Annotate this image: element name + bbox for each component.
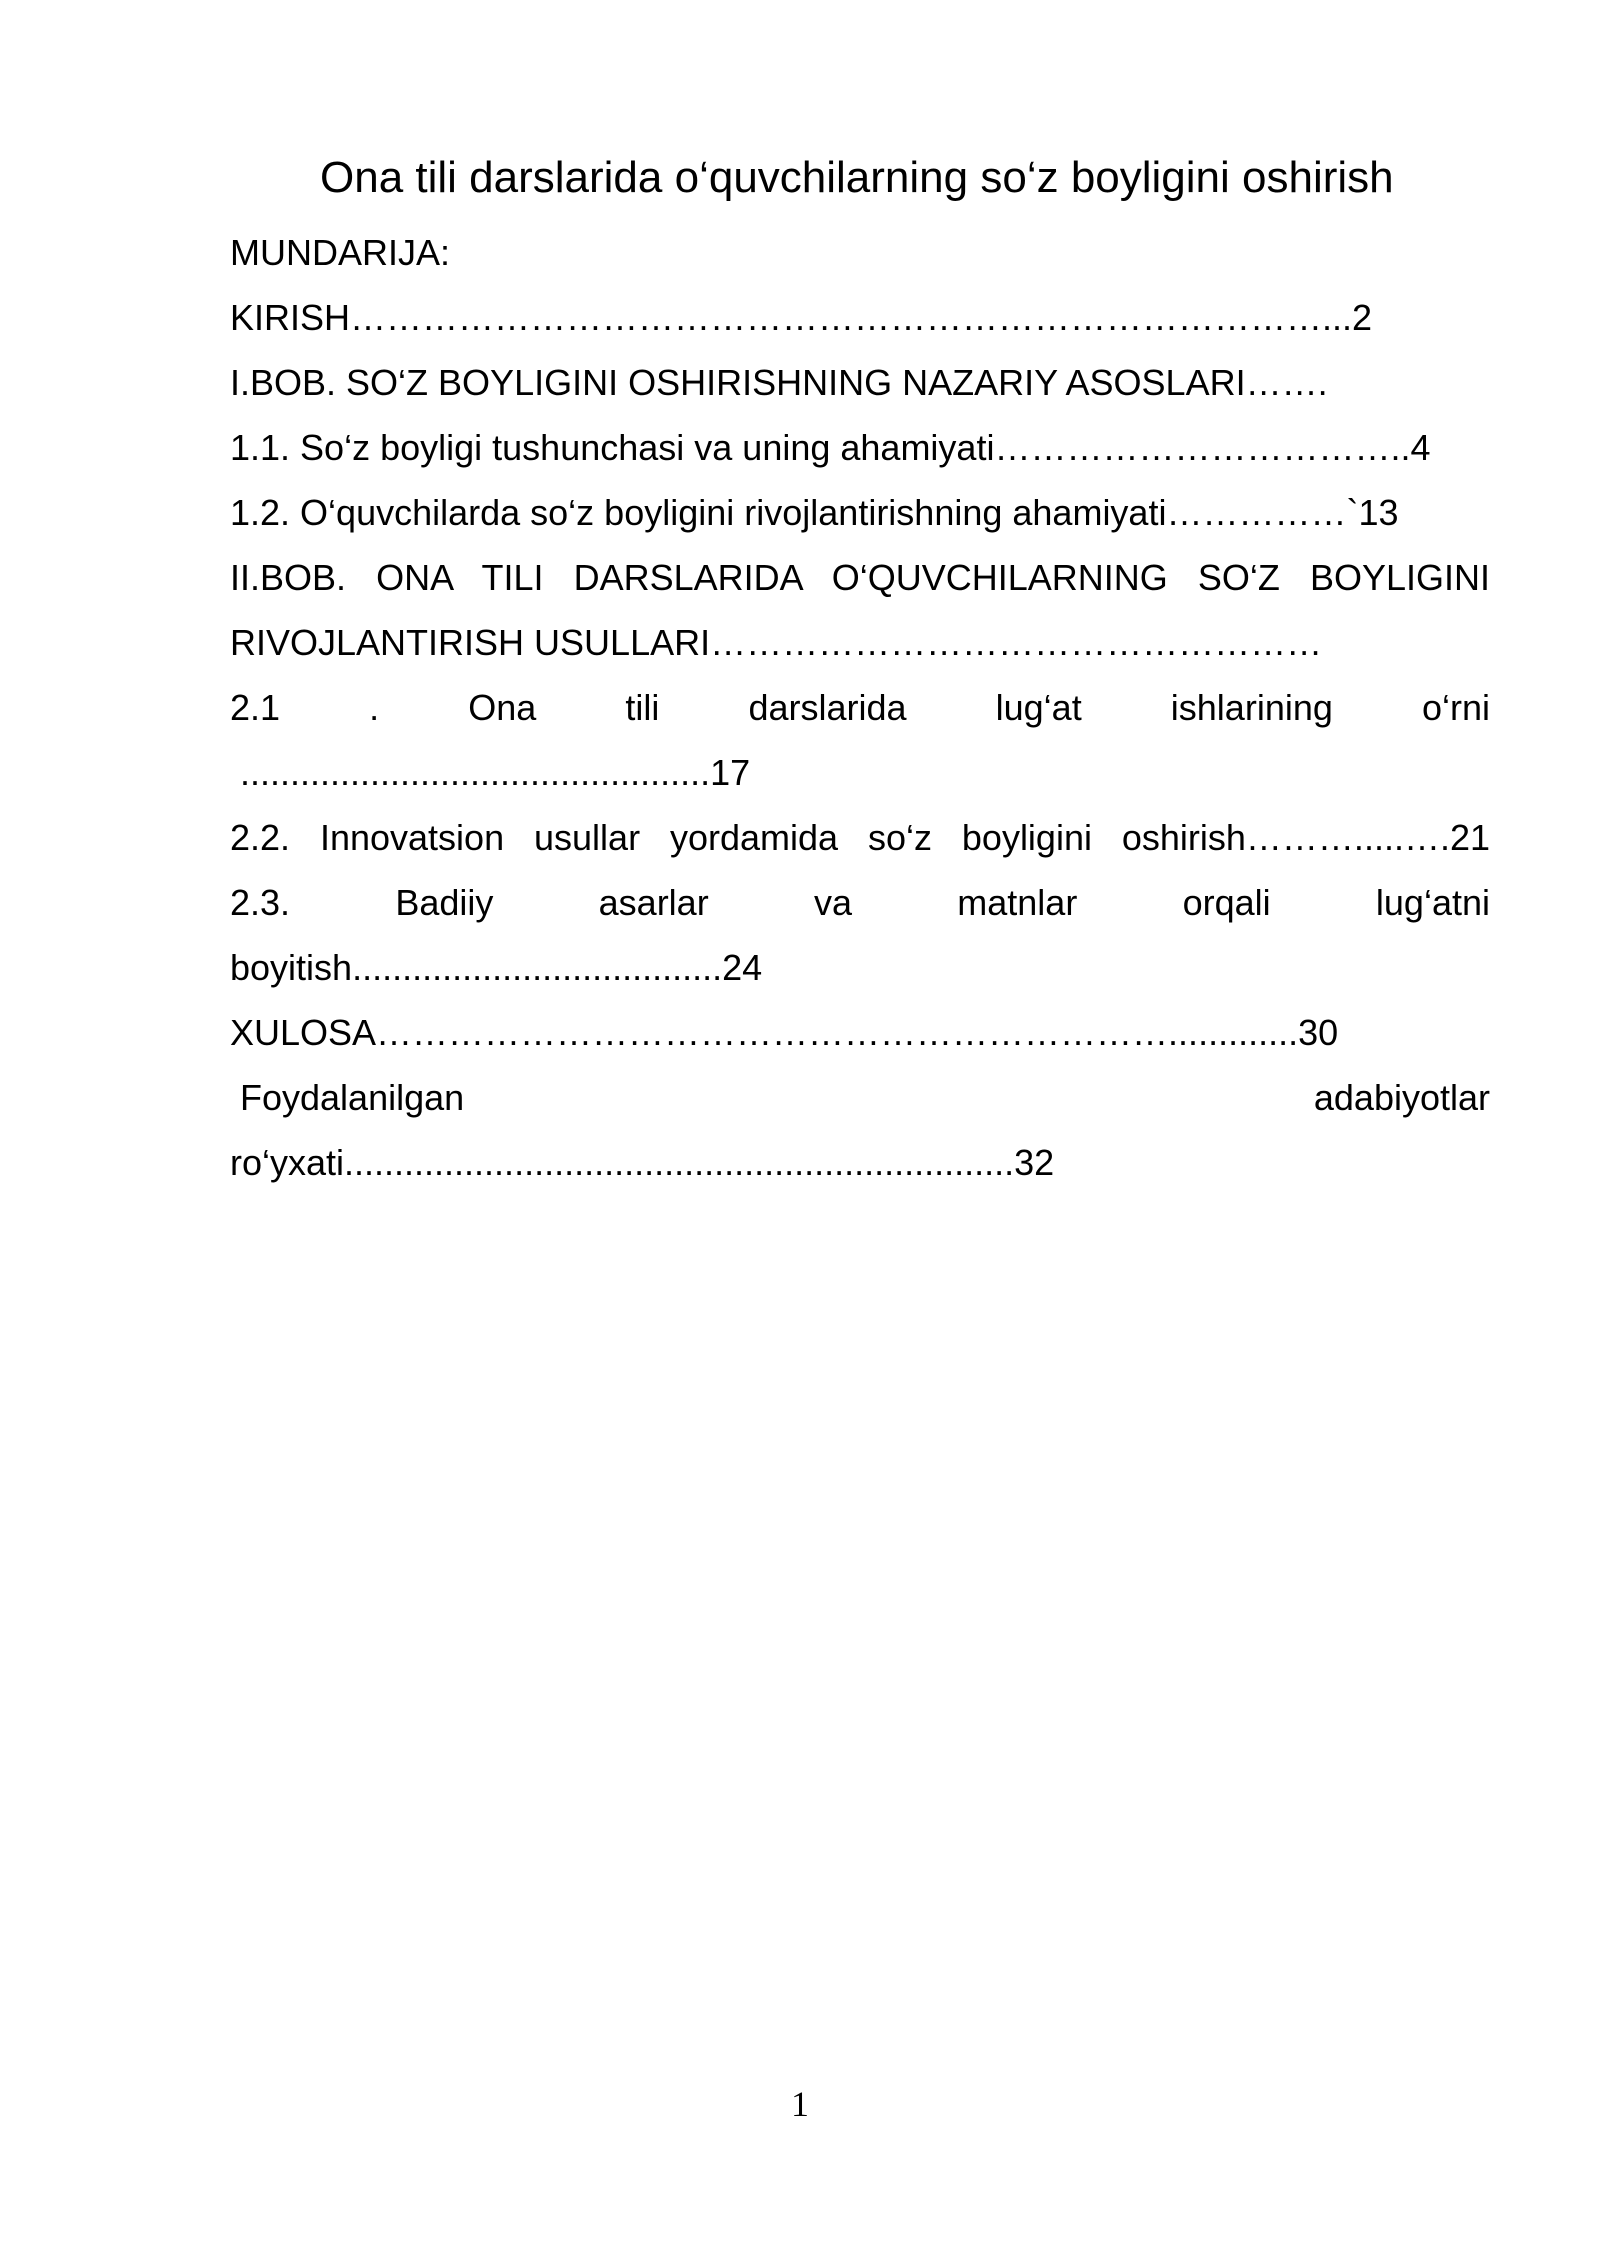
toc-entry-references-line-2: ro‘yxati...................................................................32 bbox=[230, 1142, 1055, 1183]
toc-entry-2-2: 2.2. Innovatsion usullar yordamida so‘z boyligini oshirish……….....….21 bbox=[230, 817, 1490, 858]
toc-entry-chapter-2-line-2: RIVOJLANTIRISH USULLARI…………………………………………… bbox=[230, 622, 1323, 663]
toc-entry-1-2: 1.2. O‘quvchilarda so‘z boyligini rivojlantirishning ahamiyati……………`13 bbox=[230, 492, 1399, 533]
toc-entry-chapter-2-line-1: II.BOB. ONA TILI DARSLARIDA O‘QUVCHILARNING SO‘Z BOYLIGINI bbox=[230, 557, 1490, 598]
page-number: 1 bbox=[791, 2084, 809, 2124]
toc-entry-2-1-line-1: 2.1 . Ona tili darslarida lug‘at ishlarining o‘rni bbox=[230, 687, 1490, 728]
toc-entry-2-3-line-2: boyitish.....................................24 bbox=[230, 947, 763, 988]
toc-entry-chapter-1: I.BOB. SO‘Z BOYLIGINI OSHIRISHNING NAZARIY ASOSLARI……. bbox=[230, 362, 1328, 403]
toc-entry-2-3-line-1: 2.3. Badiiy asarlar va matnlar orqali lug‘atni bbox=[230, 882, 1490, 923]
table-of-contents bbox=[230, 220, 1490, 1195]
toc-entry-1-1: 1.1. So‘z boyligi tushunchasi va uning ahamiyati……………………………..4 bbox=[230, 427, 1431, 468]
contents-heading: MUNDARIJA: bbox=[230, 232, 451, 273]
toc-entry-2-1-line-2: ...............................................17 bbox=[240, 752, 751, 793]
document-title: Ona tili darslarida o‘quvchilarning so‘z boyligini oshirish bbox=[320, 153, 1394, 202]
toc-entry-kirish: KIRISH………………………………………………………………………...2 bbox=[230, 297, 1373, 338]
toc-entry-xulosa: XULOSA………………………………………………………….............30 bbox=[230, 1012, 1339, 1053]
toc-entry-references-line-1: Foydalanilgan adabiyotlar bbox=[240, 1077, 1490, 1118]
